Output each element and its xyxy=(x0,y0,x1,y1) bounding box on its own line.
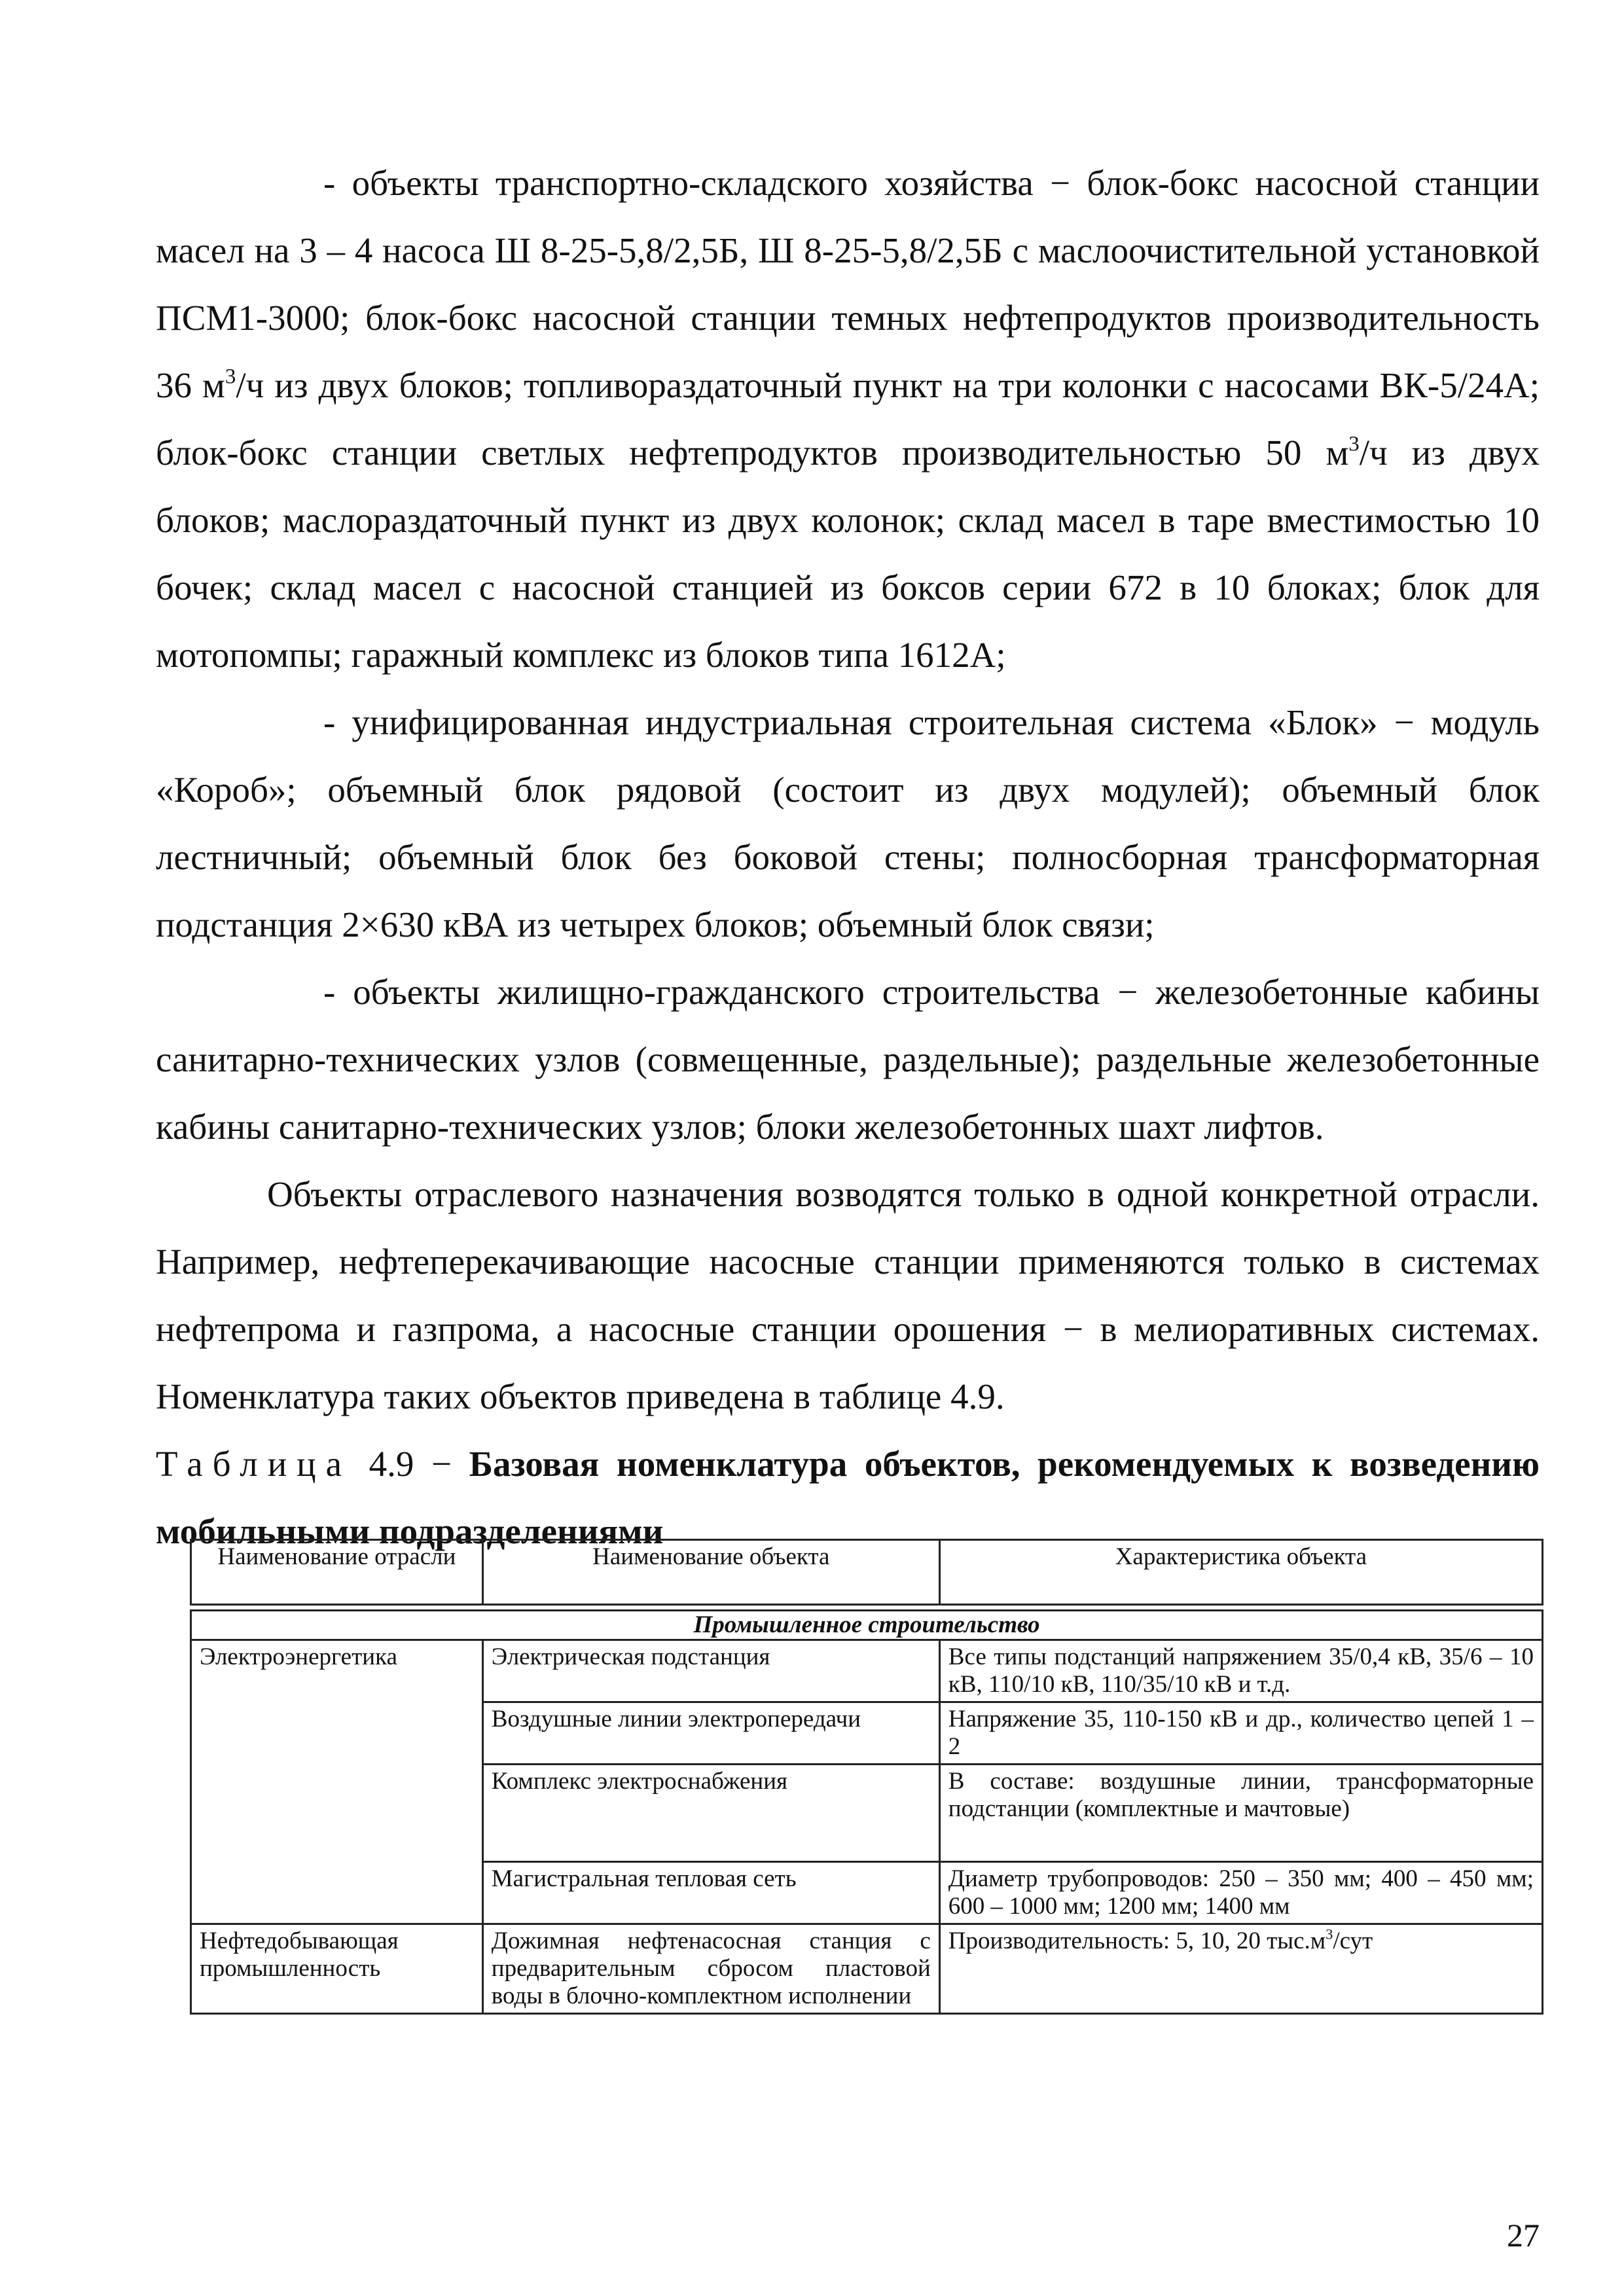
characteristic-text: Производительность: 5, 10, 20 тыс.м xyxy=(948,1928,1326,1954)
cell-industry: Электроэнергетика xyxy=(191,1640,483,1924)
cell-object: Электрическая подстанция xyxy=(482,1640,939,1702)
cell-characteristic: В составе: воздушные линии, трансформаторные подстанции (комплектные и мачтовые) xyxy=(939,1765,1542,1862)
table-row xyxy=(191,1924,1543,2014)
caption-number: 4.9 − xyxy=(351,1444,469,1484)
cell-characteristic xyxy=(939,1924,1542,2014)
cell-characteristic: Напряжение 35, 110-150 кВ и др., количество цепей 1 – 2 xyxy=(939,1702,1542,1765)
body-text xyxy=(156,149,1540,1565)
paragraph-text: /ч из двух блоков; маслораздаточный пункт из двух колонок; склад масел в таре вместимостью 10 бочек; склад масел с насосной станцией из боксов серии 672 в 10 блоках; блок для мотопомпы; гаражный комплекс из блоков типа 1612А; xyxy=(156,433,1540,675)
cell-object: Магистральная тепловая сеть xyxy=(482,1862,939,1924)
table-header-row xyxy=(191,1540,1543,1605)
table-section-row xyxy=(191,1611,1543,1640)
paragraph-text: /ч из двух блоков; топливораздаточный пункт на три колонки с насосами ВК-5/24А; блок-бокс станции светлых нефтепродуктов производительностью 50 м xyxy=(156,365,1540,473)
superscript: 3 xyxy=(225,365,236,389)
header-object: Наименование объекта xyxy=(482,1540,939,1605)
paragraph-unified-system: - унифицированная индустриальная строительная система «Блок» − модуль «Короб»; объемный блок рядовой (состоит из двух модулей); объемный блок лестничный; объемный блок без боковой стены; полносборная трансформаторная подстанция 2×630 кВА из четырех блоков; объемный блок связи; xyxy=(156,702,1540,944)
cell-industry: Нефтедобывающая промышленность xyxy=(191,1924,483,2014)
paragraph-industry-objects: Объекты отраслевого назначения возводятся только в одной конкретной отрасли. Например, нефтеперекачивающие насосные станции применяются только в системах нефтепрома и газпрома, а насосные станции орошения − в мелиоративных системах. Номенклатура таких объектов приведена в таблице 4.9. xyxy=(156,1174,1540,1416)
cell-characteristic: Диаметр трубопроводов: 250 – 350 мм; 400 – 450 мм; 600 – 1000 мм; 1200 мм; 1400 мм xyxy=(939,1862,1542,1924)
superscript: 3 xyxy=(1348,432,1360,456)
cell-object: Воздушные линии электропередачи xyxy=(482,1702,939,1765)
cell-characteristic: Все типы подстанций напряжением 35/0,4 кВ, 35/6 – 10 кВ, 110/10 кВ, 110/35/10 кВ и т.д. xyxy=(939,1640,1542,1702)
header-characteristic: Характеристика объекта xyxy=(939,1540,1542,1605)
caption-title: Базовая номенклатура объектов, рекомендуемых к возведению мобильными подразделениями xyxy=(156,1444,1540,1551)
cell-object: Дожимная нефтенасосная станция с предварительным сбросом пластовой воды в блочно-комплектном исполнении xyxy=(482,1924,939,2014)
section-title: Промышленное строительство xyxy=(191,1611,1543,1640)
paragraph-transport-storage xyxy=(156,149,1540,689)
nomenclature-table xyxy=(190,1539,1543,2015)
paragraph-text: - объекты транспортно-складского хозяйства − блок-бокс насосной станции масел на 3 – 4 насоса Ш 8-25-5,8/2,5Б, Ш 8-25-5,8/2,5Б с маслоочистительной установкой ПСМ1-3000; блок-бокс насосной станции темных нефтепродуктов производительность 36 м xyxy=(156,163,1540,405)
table-separator xyxy=(191,1605,1543,1611)
header-industry: Наименование отрасли xyxy=(191,1540,483,1605)
characteristic-tail: /сут xyxy=(1333,1928,1373,1954)
table-row xyxy=(191,1640,1543,1702)
cell-object: Комплекс электроснабжения xyxy=(482,1765,939,1862)
caption-prefix: Таблица xyxy=(156,1444,352,1484)
paragraph-civil-construction: - объекты жилищно-гражданского строительства − железобетонные кабины санитарно-технических узлов (совмещенные, раздельные); раздельные железобетонные кабины санитарно-технических узлов; блоки железобетонных шахт лифтов. xyxy=(156,972,1540,1147)
superscript: 3 xyxy=(1326,1926,1333,1943)
page-number: 27 xyxy=(1507,2217,1540,2253)
